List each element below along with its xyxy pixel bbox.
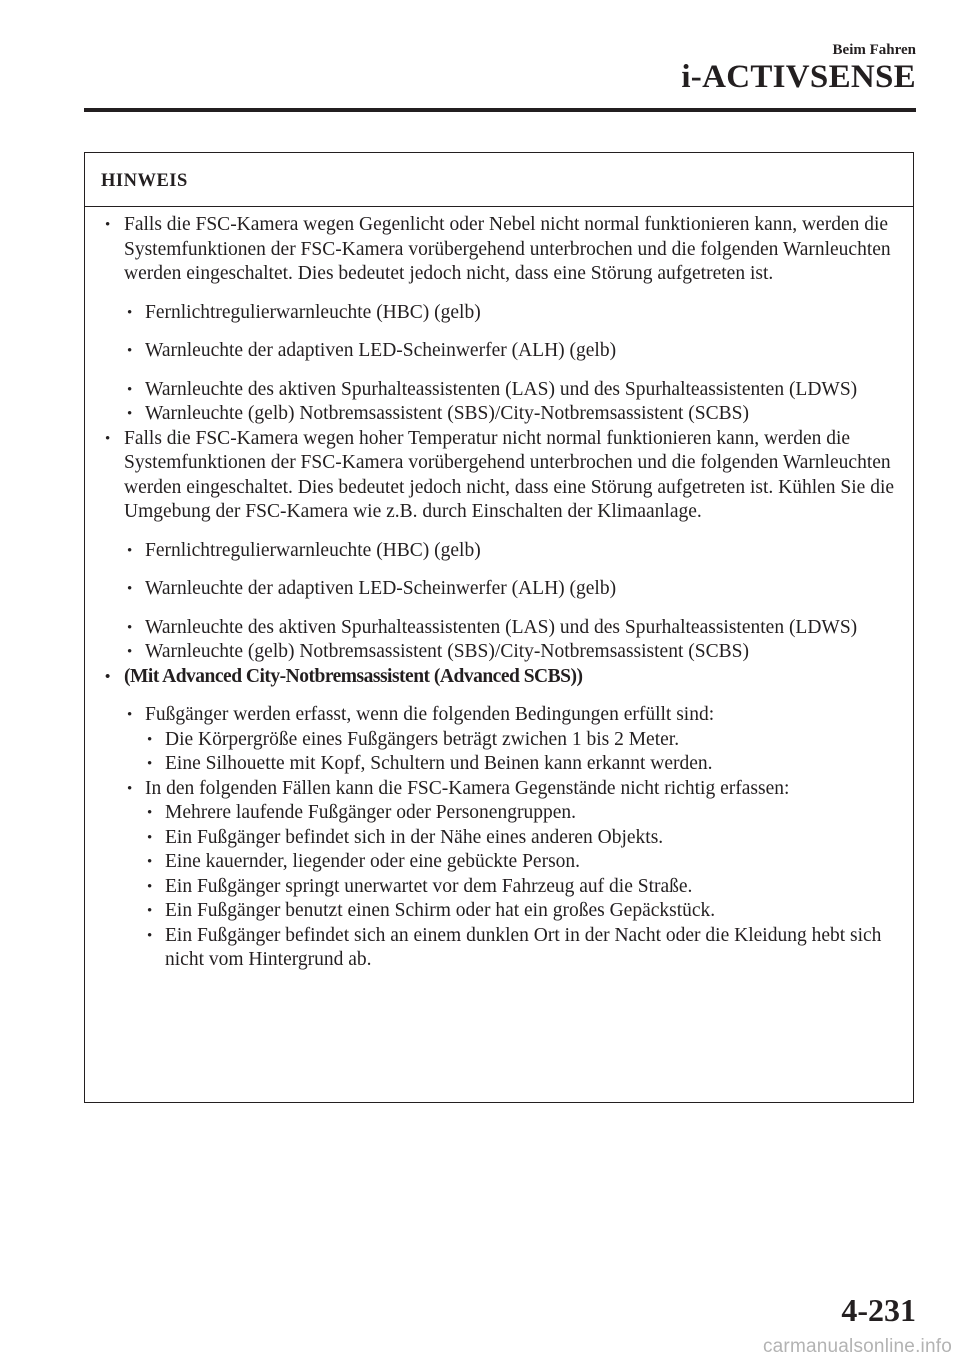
bullet-text: Warnleuchte des aktiven Spurhalteassistenten (LAS) und des Spurhalteassistenten (LDWS) [145, 616, 858, 638]
bullet-dot-icon: • [147, 756, 153, 772]
note-title: HINWEIS [101, 171, 188, 191]
bullet-text: Mehrere laufende Fußgänger oder Personengruppen. [165, 802, 576, 823]
bullet-text: Fernlichtregulierwarnleuchte (HBC) (gelb) [145, 301, 481, 323]
note-bullet-level-2 [85, 339, 905, 364]
page-number: 4-231 [841, 1292, 916, 1328]
note-bullet-level-2 [85, 577, 905, 602]
bullet-dot-icon: • [147, 927, 153, 944]
bullet-dot-icon: • [105, 217, 111, 233]
note-bullet-level-3 [85, 752, 905, 777]
note-box [84, 152, 914, 1103]
bullet-text: Warnleuchte (gelb) Notbremsassistent (SBS)/City-Notbremsassistent (SCBS) [145, 641, 749, 662]
note-bullet-level-2 [85, 301, 905, 326]
bullet-dot-icon: • [127, 542, 133, 559]
note-bullet-level-2 [85, 616, 905, 641]
watermark-link[interactable]: carmanualsonline.info [762, 1336, 952, 1357]
bullet-dot-icon: • [147, 903, 153, 919]
note-bullet-level-3 [85, 850, 905, 875]
bullet-dot-icon: • [127, 343, 133, 359]
note-bullet-level-3 [85, 801, 905, 826]
note-bullet-level-2 [85, 402, 905, 427]
bullet-dot-icon: • [147, 829, 153, 846]
bullet-text: Falls die FSC-Kamera wegen Gegenlicht oder Nebel nicht normal funktionieren kann, werden die Systemfunktionen der FSC-Kamera vorübergehend unterbrochen und die folgenden Warnleuchten werden eingeschaltet. Dies bedeutet jedoch nicht, dass eine Störung aufgetreten ist. [124, 214, 891, 284]
bullet-text: In den folgenden Fällen kann die FSC-Kamera Gegenstände nicht richtig erfassen: [145, 777, 790, 799]
bullet-text: Ein Fußgänger benutzt einen Schirm oder hat ein großes Gepäckstück. [165, 900, 716, 921]
note-bullet-level-2 [85, 378, 905, 403]
bullet-dot-icon: • [105, 430, 111, 447]
bullet-dot-icon: • [127, 619, 133, 636]
page-header [681, 40, 916, 94]
bullet-dot-icon: • [147, 878, 153, 895]
bullet-dot-icon: • [127, 780, 133, 797]
note-bullet-level-2 [85, 703, 905, 728]
note-bullet-level-3 [85, 826, 905, 851]
bullet-dot-icon: • [147, 805, 153, 821]
bullet-dot-icon: • [105, 668, 110, 685]
bullet-dot-icon: • [127, 581, 133, 597]
bullet-dot-icon: • [127, 406, 133, 422]
bullet-text: Ein Fußgänger befindet sich in der Nähe eines anderen Objekts. [165, 826, 664, 848]
note-body [85, 213, 913, 973]
bullet-text: Warnleuchte der adaptiven LED-Scheinwerfer (ALH) (gelb) [145, 578, 617, 599]
section-title: i-ACTIVSENSE [681, 59, 916, 95]
note-bullet-level-3 [85, 875, 905, 900]
bullet-text: Warnleuchte des aktiven Spurhalteassistenten (LAS) und des Spurhalteassistenten (LDWS) [145, 378, 858, 400]
bullet-dot-icon: • [127, 644, 133, 660]
note-bullet-level-3 [85, 728, 905, 753]
note-divider [85, 206, 913, 207]
note-bullet-level-3 [85, 924, 905, 973]
bullet-text: Eine Silhouette mit Kopf, Schultern und Beinen kann erkannt werden. [165, 753, 713, 774]
bullet-text: Falls die FSC-Kamera wegen hoher Temperatur nicht normal funktionieren kann, werden die Systemfunktionen der FSC-Kamera vorübergehend unterbrochen und die folgenden Warnleuchten werden eingeschaltet. Dies bedeutet jedoch nicht, dass eine Störung aufgetreten ist. Kühlen Sie die Umgebung der FSC-Kamera wie z.B. durch Einschalten der Klimaanlage. [124, 427, 895, 522]
note-bullet-level-1 [85, 665, 905, 690]
bullet-dot-icon: • [127, 707, 133, 723]
bullet-text: Warnleuchte (gelb) Notbremsassistent (SBS)/City-Notbremsassistent (SCBS) [145, 403, 749, 424]
bullet-dot-icon: • [147, 854, 153, 870]
bullet-dot-icon: • [127, 304, 133, 321]
bullet-text: (Mit Advanced City-Notbremsassistent (Advanced SCBS)) [124, 665, 583, 687]
note-bullet-level-1 [85, 427, 905, 525]
note-bullet-level-2 [85, 539, 905, 564]
note-bullet-level-2 [85, 777, 905, 802]
bullet-text: Ein Fußgänger springt unerwartet vor dem Fahrzeug auf die Straße. [165, 875, 693, 897]
chapter-title: Beim Fahren [832, 42, 916, 58]
bullet-text: Ein Fußgänger befindet sich an einem dunklen Ort in der Nacht oder die Kleidung hebt sich nicht vom Hintergrund ab. [165, 924, 882, 970]
bullet-text: Fernlichtregulierwarnleuchte (HBC) (gelb) [145, 539, 481, 561]
bullet-text: Warnleuchte der adaptiven LED-Scheinwerfer (ALH) (gelb) [145, 340, 617, 361]
note-bullet-level-2 [85, 640, 905, 665]
bullet-text: Eine kauernder, liegender oder eine gebückte Person. [165, 851, 581, 872]
note-bullet-level-1 [85, 213, 905, 287]
bullet-dot-icon: • [147, 731, 153, 748]
bullet-text: Fußgänger werden erfasst, wenn die folgenden Bedingungen erfüllt sind: [145, 704, 715, 725]
bullet-text: Die Körpergröße eines Fußgängers beträgt zwichen 1 bis 2 Meter. [165, 728, 680, 750]
note-bullet-level-3 [85, 899, 905, 924]
header-rule [84, 108, 916, 112]
bullet-dot-icon: • [127, 381, 133, 398]
